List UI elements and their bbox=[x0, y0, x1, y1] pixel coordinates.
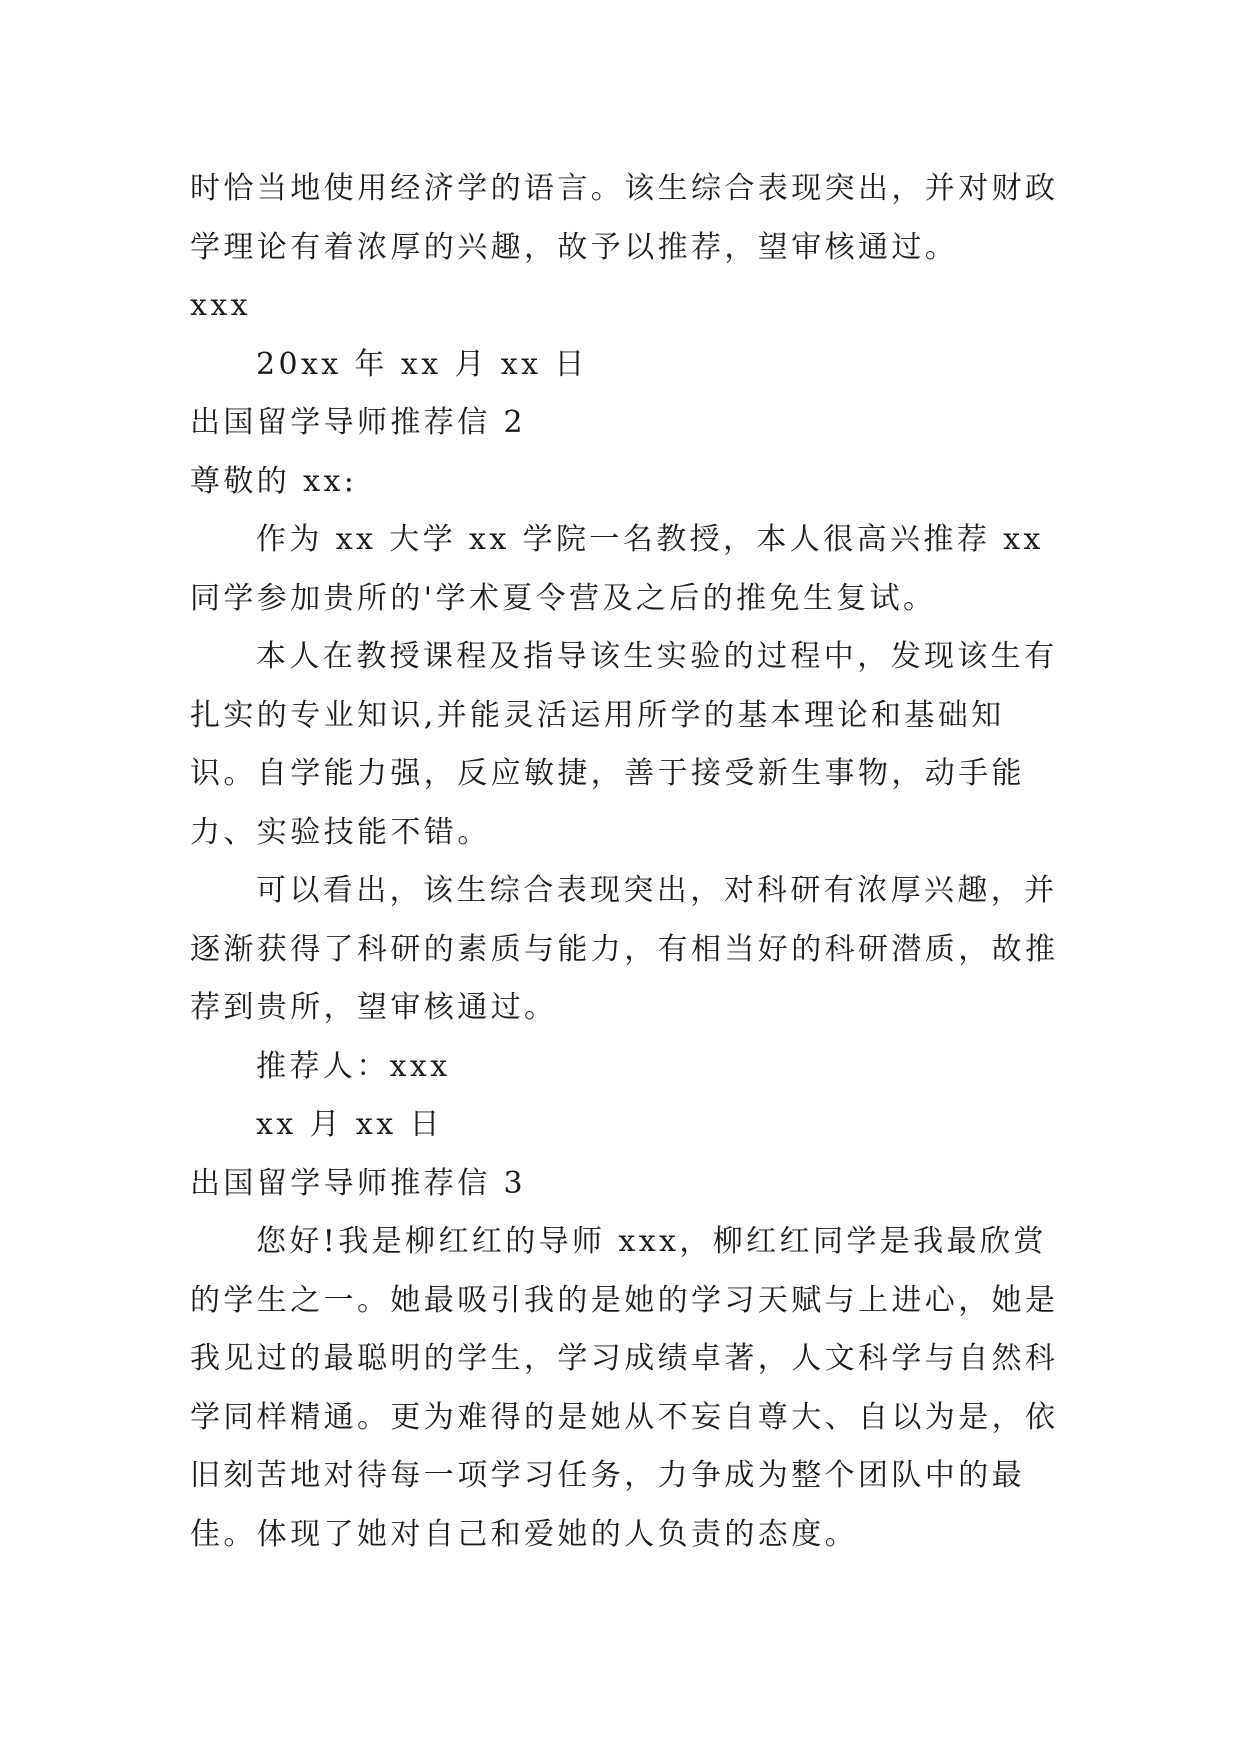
signature-date: 20xx 年 xx 月 xx 日 bbox=[256, 346, 588, 382]
letter-title-3: 出国留学导师推荐信 3 bbox=[190, 1165, 527, 1201]
paragraph-student-praise: 您好!我是柳红红的导师 xxx，柳红红同学是我最欣赏的学生之一。她最吸引我的是她的学习天赋与上进心，她是我见过的最聪明的学生，学习成绩卓著，人文科学与自然科学同样精通。更为难得的是她从不妄自尊大、自以为是，依旧刻苦地对待每一项学习任务，力争成为整个团队中的最佳。体现了她对自己和爱她的人负责的态度。 bbox=[190, 1224, 1059, 1552]
paragraph-conclusion: 可以看出，该生综合表现突出，对科研有浓厚兴趣，并逐渐获得了科研的素质与能力，有相当好的科研潜质，故推荐到贵所，望审核通过。 bbox=[190, 873, 1059, 1025]
paragraph-intro: 作为 xx 大学 xx 学院一名教授，本人很高兴推荐 xx 同学参加贵所的'学术夏令营及之后的推免生复试。 bbox=[190, 522, 1044, 616]
document-body bbox=[190, 160, 1070, 1564]
letter-date: xx 月 xx 日 bbox=[256, 1107, 443, 1142]
paragraph-continuation: 时恰当地使用经济学的语言。该生综合表现突出，并对财政学理论有着浓厚的兴趣，故予以推荐，望审核通过。 bbox=[190, 171, 1059, 265]
recommender: 推荐人：xxx bbox=[256, 1048, 451, 1084]
letter-title-2: 出国留学导师推荐信 2 bbox=[190, 405, 527, 440]
signature-name: xxx bbox=[190, 288, 251, 323]
salutation: 尊敬的 xx: bbox=[190, 463, 358, 499]
paragraph-knowledge: 本人在教授课程及指导该生实验的过程中，发现该生有扎实的专业知识,并能灵活运用所学的基本理论和基础知识。自学能力强，反应敏捷，善于接受新生事物，动手能力、实验技能不错。 bbox=[190, 639, 1058, 850]
